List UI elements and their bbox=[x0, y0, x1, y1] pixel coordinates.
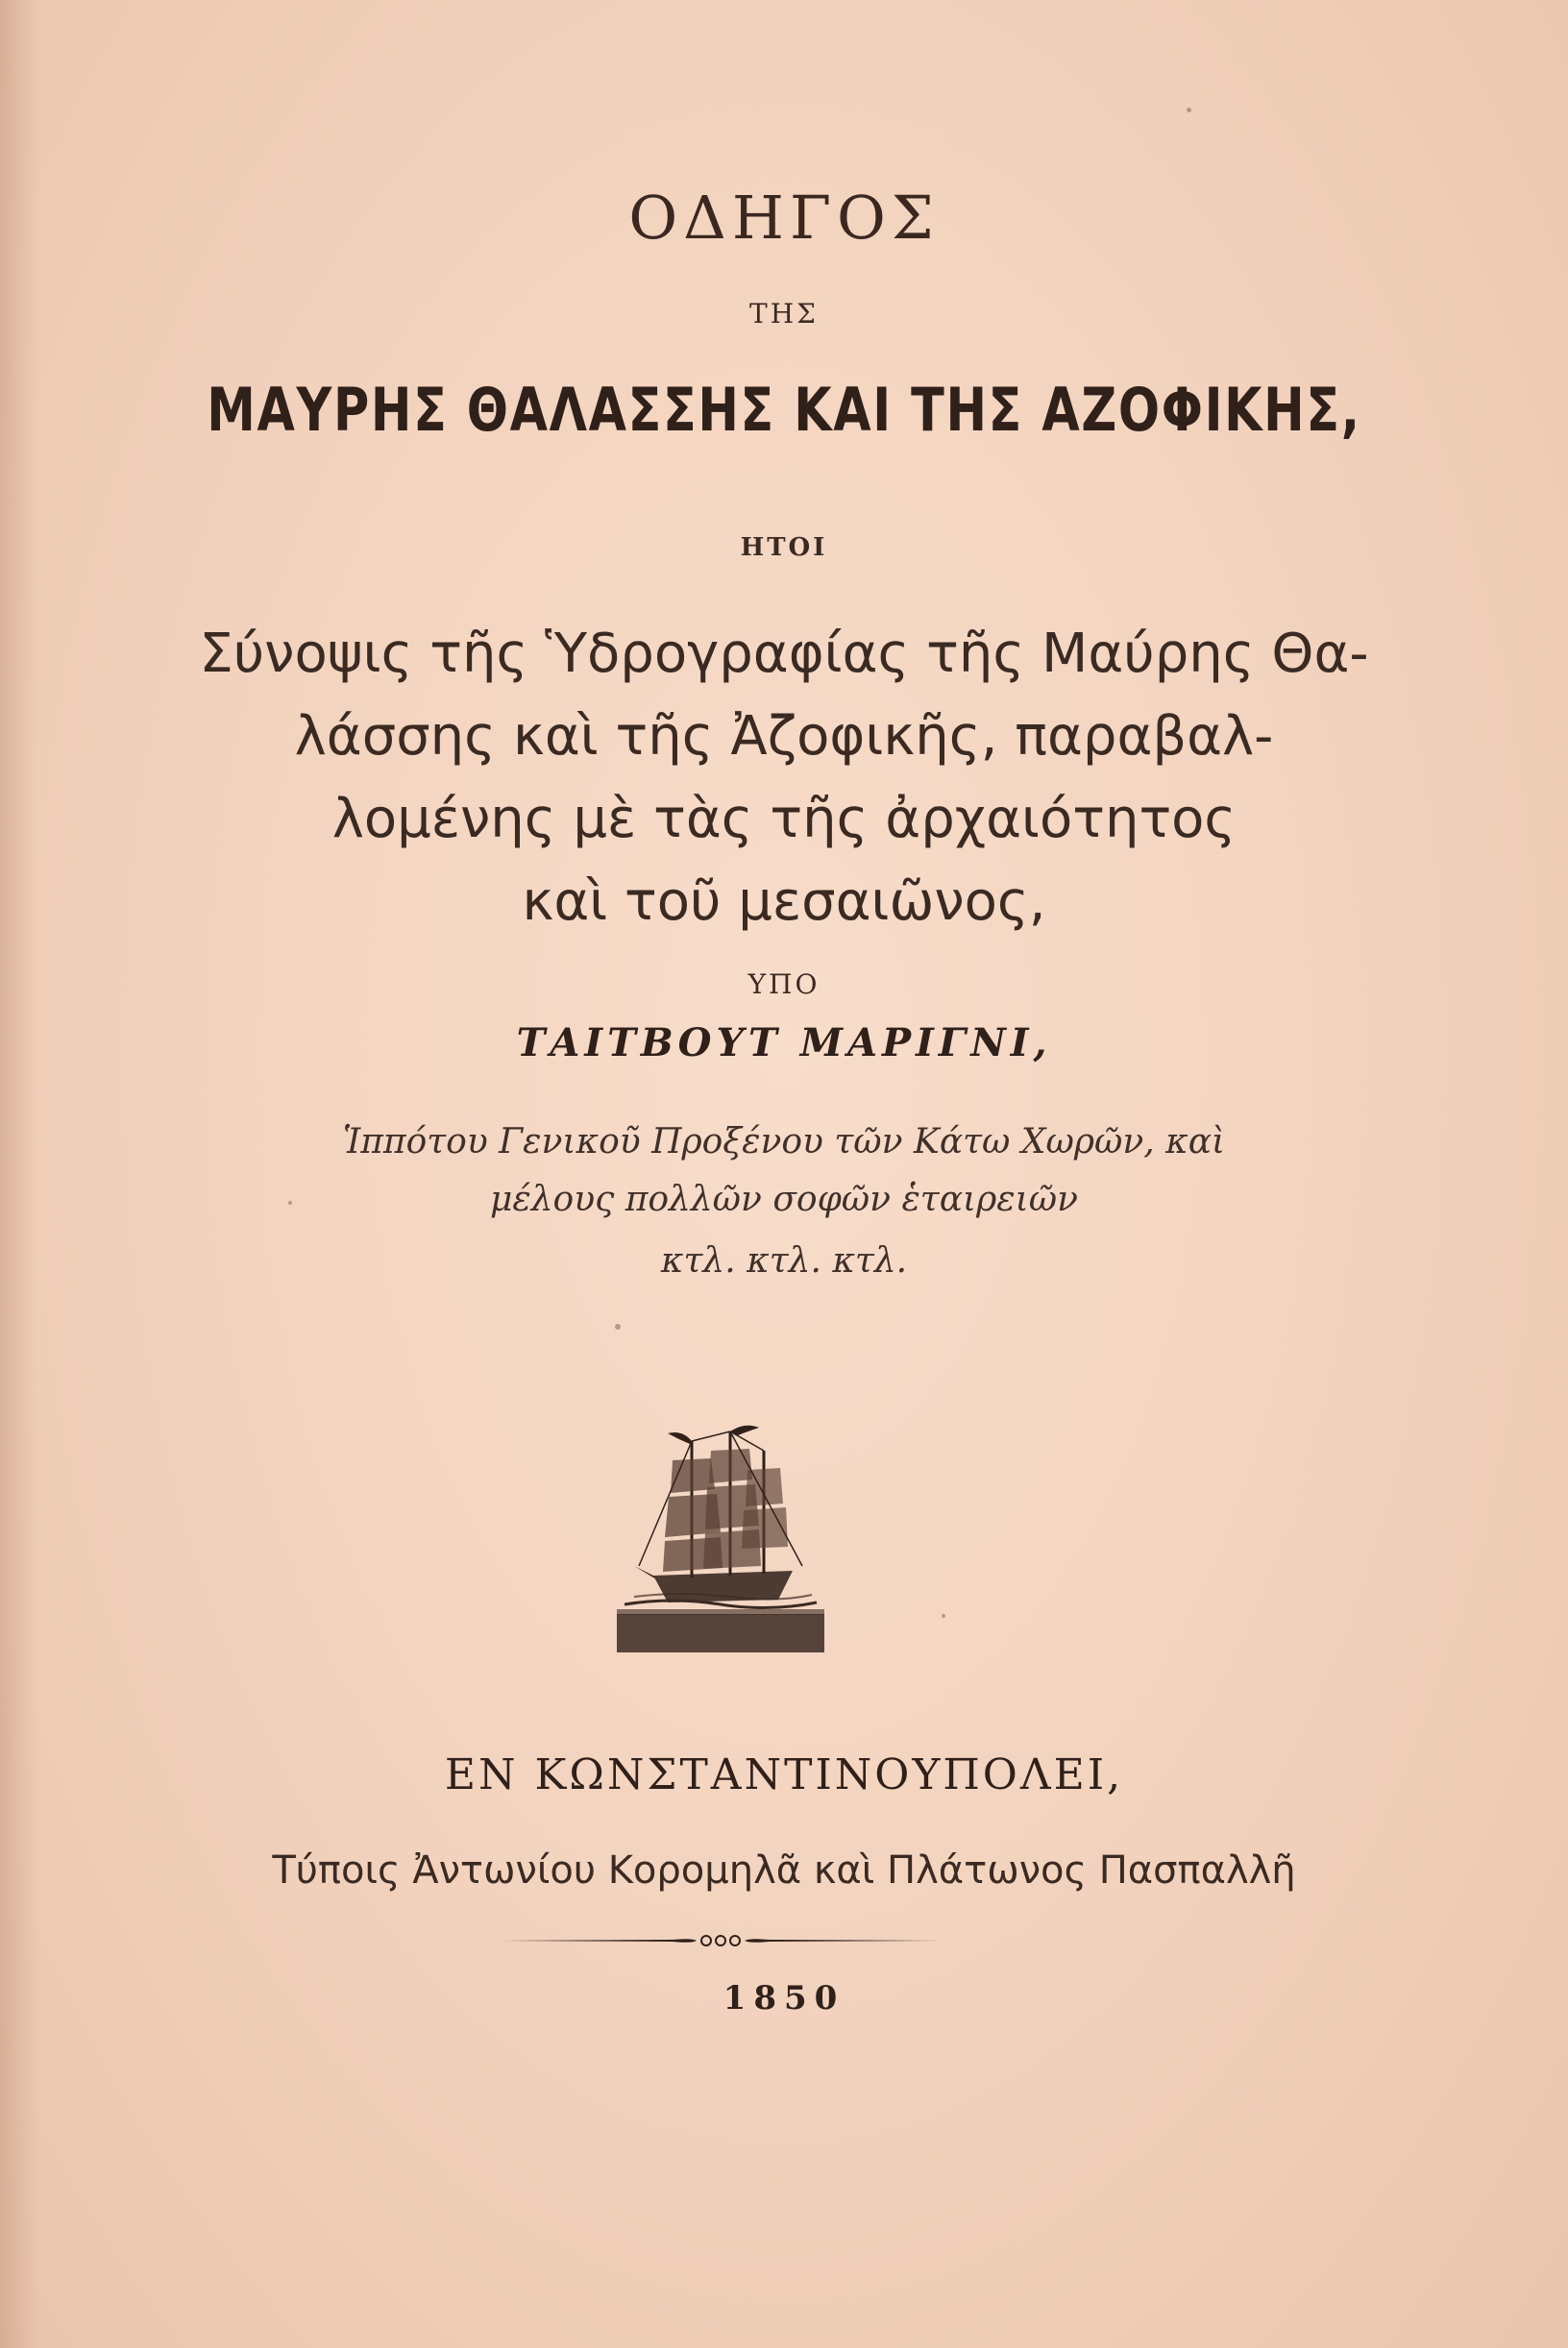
main-heading: ΜΑΥΡΗΣ ΘΑΛΑΣΣΗΣ ΚΑΙ ΤΗΣ ΑΖΟΦΙΚΗΣ, bbox=[207, 375, 1361, 445]
article-of-the: ΤΗΣ bbox=[749, 298, 819, 330]
publication-place: ΕΝ ΚΩΝΣΤΑΝΤΙΝΟΥΠΟΛΕΙ, bbox=[444, 1750, 1124, 1799]
author-affiliation-line-1: Ἱππότου Γενικοῦ Προξένου τῶν Κάτω Χωρῶν, καὶ bbox=[342, 1122, 1226, 1162]
ornamental-rule bbox=[500, 1931, 942, 1950]
publication-year: 1850 bbox=[723, 1979, 845, 2018]
paper-speck bbox=[615, 1324, 621, 1330]
subtitle-line-2: λάσσης καὶ τῆς Ἀζοφικῆς, παραβαλ- bbox=[294, 705, 1274, 768]
paper-speck bbox=[288, 1201, 292, 1205]
paper-speck bbox=[1187, 108, 1191, 112]
by-label: ΥΠΟ bbox=[747, 968, 821, 1000]
page-title: ΟΔΗΓΟΣ bbox=[628, 183, 940, 253]
ship-icon bbox=[615, 1412, 826, 1662]
subtitle-line-1: Σύνοψις τῆς Ὑδρογραφίας τῆς Μαύρης Θα- bbox=[199, 623, 1369, 685]
connector-itoi: ΗΤΟΙ bbox=[740, 533, 828, 562]
printer-line: Τύποις Ἀντωνίου Κορομηλᾶ καὶ Πλάτωνος Πασπαλλῆ bbox=[272, 1848, 1296, 1893]
author-name: ΤΑΙΤΒΟΥΤ ΜΑΡΙΓΝΙ, bbox=[516, 1020, 1052, 1065]
author-affiliation-line-3: κτλ. κτλ. κτλ. bbox=[660, 1241, 908, 1281]
paper-speck bbox=[942, 1614, 945, 1618]
subtitle-line-3: λομένης μὲ τὰς τῆς ἀρχαιότητος bbox=[331, 788, 1237, 850]
subtitle-line-4: καὶ τοῦ μεσαιῶνος, bbox=[522, 870, 1046, 933]
author-affiliation-line-2: μέλους πολλῶν σοφῶν ἑταιρειῶν bbox=[490, 1180, 1078, 1219]
